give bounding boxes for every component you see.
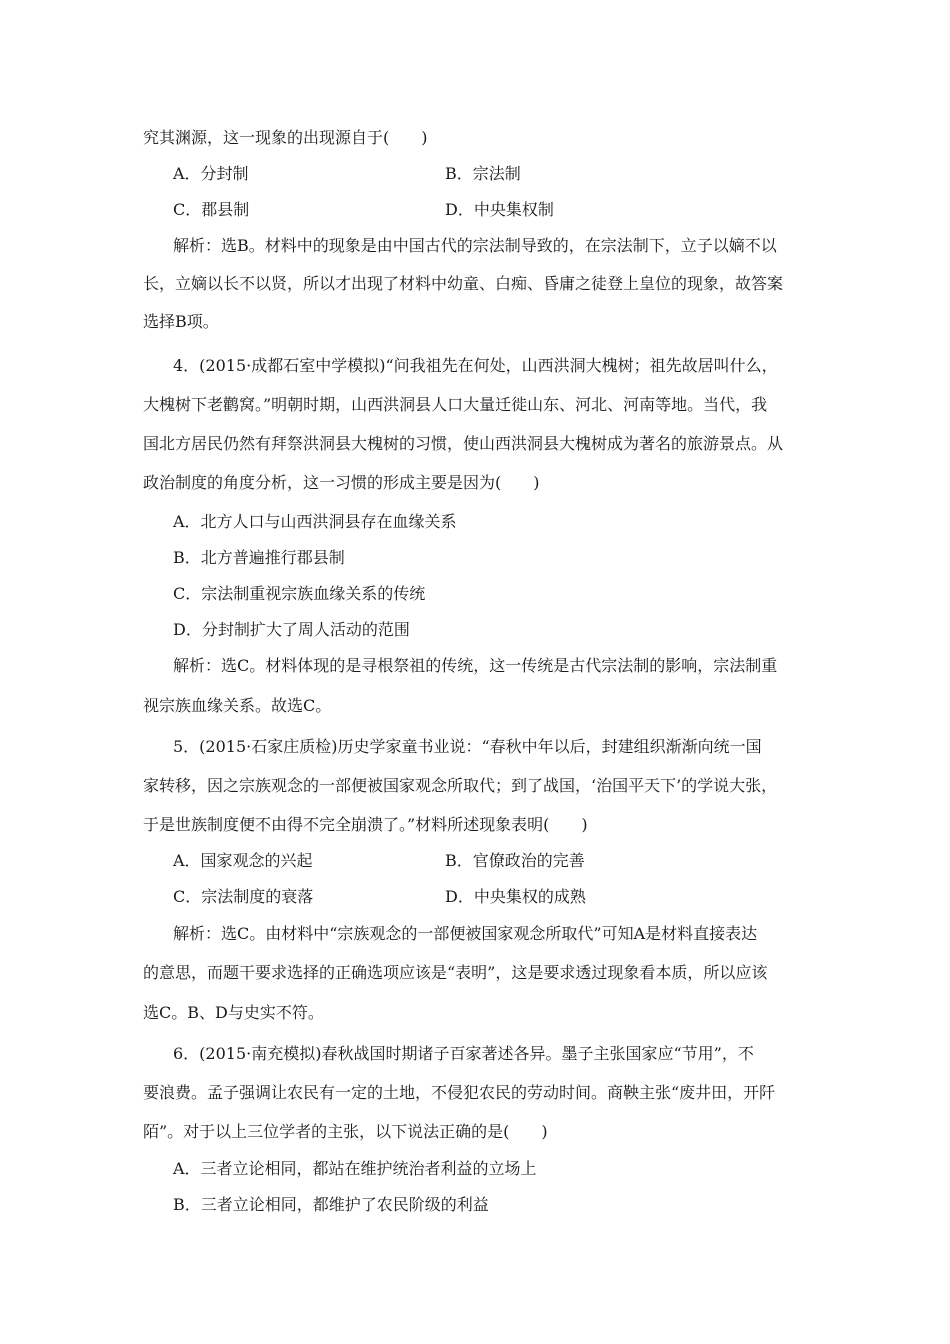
q6-option-b: B．三者立论相同，都维护了农民阶级的利益: [173, 1195, 489, 1214]
q5-stem-line: 于是世族制度便不由得不完全崩溃了。”材料所述现象表明( ): [143, 815, 588, 834]
q6-stem-line: 要浪费。孟子强调让农民有一定的土地，不侵犯农民的劳动时间。商鞅主张“废井田，开阡: [143, 1083, 776, 1102]
q5-stem-line: 家转移，因之宗族观念的一部便被国家观念所取代；到了战国，‘治国平天下’的学说大张，: [143, 776, 778, 795]
q5-analysis-line: 的意思，而题干要求选择的正确选项应该是“表明”，这是要求透过现象看本质，所以应该: [143, 963, 768, 982]
q5-option-c: C．宗法制度的衰落: [173, 887, 314, 906]
q5-analysis-line: 解析：选C。由材料中“宗族观念的一部便被国家观念所取代”可知A是材料直接表达: [173, 924, 758, 943]
q5-option-d: D．中央集权的成熟: [445, 887, 586, 906]
q3-option-b: B．宗法制: [445, 164, 521, 183]
q4-option-a: A．北方人口与山西洪洞县存在血缘关系: [173, 512, 457, 531]
q5-option-a: A．国家观念的兴起: [173, 851, 313, 870]
q4-analysis-line: 视宗族血缘关系。故选C。: [143, 696, 332, 715]
q3-option-d: D．中央集权制: [445, 200, 554, 219]
q4-stem-line: 大槐树下老鹳窝。”明朝时期，山西洪洞县人口大量迁徙山东、河北、河南等地。当代，我: [143, 395, 768, 414]
q4-option-d: D．分封制扩大了周人活动的范围: [173, 620, 410, 639]
q5-analysis-line: 选C。B、D与史实不符。: [143, 1003, 324, 1022]
q3-stem-end: 究其渊源，这一现象的出现源自于( ): [143, 128, 428, 147]
q4-analysis-line: 解析：选C。材料体现的是寻根祭祖的传统，这一传统是古代宗法制的影响，宗法制重: [173, 656, 778, 675]
q5-stem-line: 5．(2015·石家庄质检)历史学家童书业说：“春秋中年以后，封建组织渐渐向统一国: [173, 737, 762, 756]
q6-option-a: A．三者立论相同，都站在维护统治者利益的立场上: [173, 1159, 537, 1178]
q4-option-b: B．北方普遍推行郡县制: [173, 548, 345, 567]
q3-analysis-line: 长，立嫡以长不以贤，所以才出现了材料中幼童、白痴、昏庸之徒登上皇位的现象，故答案: [143, 274, 784, 293]
q4-stem-line: 4．(2015·成都石室中学模拟)“问我祖先在何处，山西洪洞大槐树；祖先故居叫什么，: [173, 356, 778, 375]
q3-option-a: A．分封制: [173, 164, 249, 183]
q3-analysis-line: 解析：选B。材料中的现象是由中国古代的宗法制导致的，在宗法制下，立子以嫡不以: [173, 236, 777, 255]
q4-stem-line: 政治制度的角度分析，这一习惯的形成主要是因为( ): [143, 473, 540, 492]
q3-analysis-line: 选择B项。: [143, 312, 219, 331]
q4-option-c: C．宗法制重视宗族血缘关系的传统: [173, 584, 426, 603]
q3-option-c: C．郡县制: [173, 200, 250, 219]
q6-stem-line: 陌”。对于以上三位学者的主张，以下说法正确的是( ): [143, 1122, 548, 1141]
q4-stem-line: 国北方居民仍然有拜祭洪洞县大槐树的习惯，使山西洪洞县大槐树成为著名的旅游景点。从: [143, 434, 784, 453]
q6-stem-line: 6．(2015·南充模拟)春秋战国时期诸子百家著述各异。墨子主张国家应“节用”，不: [173, 1044, 754, 1063]
q5-option-b: B．官僚政治的完善: [445, 851, 585, 870]
